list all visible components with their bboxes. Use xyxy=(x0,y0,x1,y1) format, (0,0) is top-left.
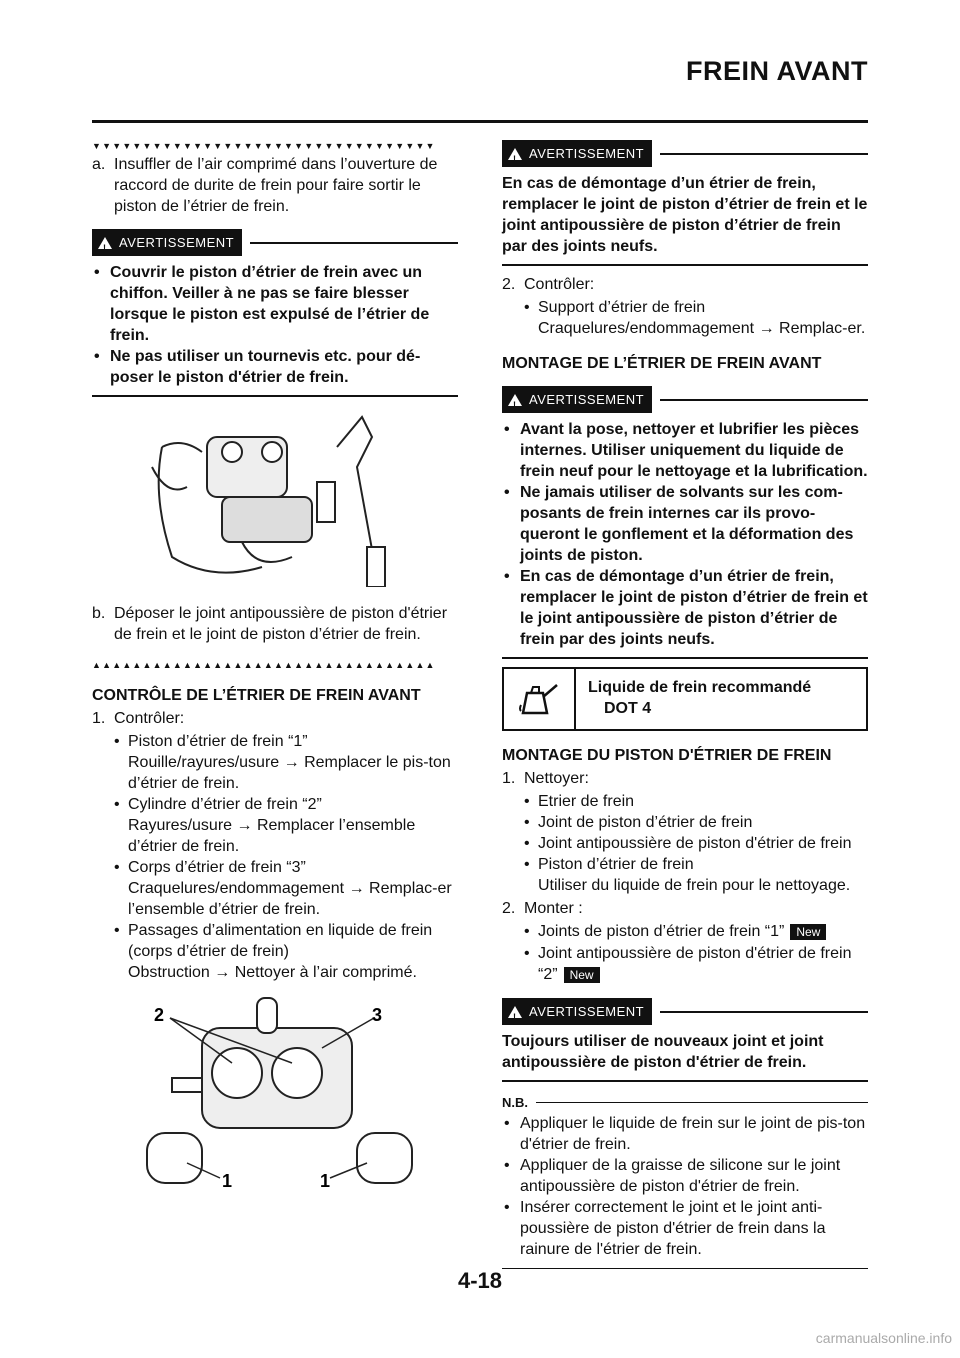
warning-block-2 xyxy=(502,140,868,266)
caliper-parts-illustration xyxy=(92,993,458,1193)
step-b-label: b. xyxy=(92,605,106,622)
spec-title: Liquide de frein recommandé xyxy=(588,679,812,696)
check-item: • Cylindre d’étrier de frein “2” xyxy=(92,794,458,815)
step-b-text: Déposer le joint antipoussière de piston d'étrier de frein et le joint de piston d’étrier de frein. xyxy=(114,605,448,643)
install-item-text: Joint antipoussière de piston d'étrier de frein “2” xyxy=(538,945,852,983)
check-step-text: Contrôler: xyxy=(114,710,185,727)
section2-title: MONTAGE DE L’ÉTRIER DE FREIN AVANT xyxy=(502,355,822,372)
nb-header xyxy=(502,1092,868,1113)
warning-rule xyxy=(660,153,868,155)
warning-label: AVERTISSEMENT xyxy=(119,235,235,250)
warning-end-rule xyxy=(502,264,868,266)
check-step-label: 1. xyxy=(92,710,106,727)
warning-icon xyxy=(508,394,522,406)
warning-rule xyxy=(660,399,868,401)
section-title: CONTRÔLE DE L’ÉTRIER DE FREIN AVANT xyxy=(92,687,421,704)
install-step xyxy=(502,898,868,919)
nb-item: • Insérer correctement le joint et le joint anti-poussière de piston d'étrier de frein dans la rainure de l'étrier de frein. xyxy=(502,1197,868,1260)
warning-end-rule xyxy=(502,1080,868,1082)
watermark: carmanualsonline.info xyxy=(815,1330,952,1346)
clean-note: Utiliser du liquide de frein pour le nettoyage. xyxy=(538,877,851,894)
right-column xyxy=(502,140,868,1269)
brake-fluid-spec-box xyxy=(502,667,868,731)
check-step xyxy=(92,708,458,729)
warning-item: • Ne pas utiliser un tournevis etc. pour dé-poser le piston d'étrier de frein. xyxy=(92,346,458,388)
callout-1a: 1 xyxy=(222,1171,233,1191)
check-item-detail: Obstruction → Nettoyer à l’air comprimé. xyxy=(128,964,417,981)
warning-text: Toujours utiliser de nouveaux joint et joint antipoussière de piston d'étrier de frein. xyxy=(502,1033,824,1071)
spec-value: DOT 4 xyxy=(604,700,652,717)
clean-step-text: Nettoyer: xyxy=(524,770,589,787)
triangles-down-row: ▼▼▼▼▼▼▼▼▼▼▼▼▼▼▼▼▼▼▼▼▼▼▼▼▼▼▼▼▼▼▼▼▼▼ xyxy=(92,141,436,151)
warning-text: En cas de démontage d’un étrier de frein, remplacer le joint de piston d’étrier de frein et le joint antipoussière de piston d’étrier de frein par des joints neufs. xyxy=(502,175,868,255)
clean-item: • Piston d’étrier de frein xyxy=(502,854,868,875)
check2-step-text: Contrôler: xyxy=(524,276,595,293)
step-a-label: a. xyxy=(92,156,106,173)
warning-label: AVERTISSEMENT xyxy=(529,392,645,407)
caliper-removal-figure xyxy=(92,407,458,593)
caliper-parts-figure xyxy=(92,993,458,1199)
warning-label: AVERTISSEMENT xyxy=(529,146,645,161)
warning-icon xyxy=(508,1006,522,1018)
warning-item: • Avant la pose, nettoyer et lubrifier les pièces internes. Utiliser uniquement du liquide de frein neuf pour le nettoyage et la lubrification. xyxy=(502,419,868,482)
install-item xyxy=(502,943,868,986)
warning-rule xyxy=(660,1011,868,1013)
warning-badge xyxy=(502,386,652,413)
step-b xyxy=(92,603,458,645)
install-step-text: Monter : xyxy=(524,900,583,917)
check-item-detail: Craquelures/endommagement → Remplac-er l’ensemble d’étrier de frein. xyxy=(128,880,452,918)
triangles-up-row: ▲▲▲▲▲▲▲▲▲▲▲▲▲▲▲▲▲▲▲▲▲▲▲▲▲▲▲▲▲▲▲▲▲▲ xyxy=(92,660,436,670)
clean-item: • Joint antipoussière de piston d'étrier de frein xyxy=(502,833,868,854)
warning-block-3 xyxy=(502,386,868,659)
warning-end-rule xyxy=(502,657,868,659)
nb-rule xyxy=(536,1102,868,1103)
clean-step-label: 1. xyxy=(502,770,516,787)
caliper-air-illustration xyxy=(92,407,458,587)
page-number: 4-18 xyxy=(457,1268,503,1293)
warning-badge xyxy=(502,140,652,167)
check-item-detail: Rayures/usure → Remplacer l’ensemble d’étrier de frein. xyxy=(128,817,416,855)
step-a xyxy=(92,154,458,217)
check2-item-detail: Craquelures/endommagement → Remplac-er. xyxy=(538,320,866,337)
callout-2: 2 xyxy=(154,1005,165,1025)
clean-item: • Joint de piston d’étrier de frein xyxy=(502,812,868,833)
install-item-text: Joints de piston d’étrier de frein “1” xyxy=(538,923,785,940)
clean-item: • Etrier de frein xyxy=(502,791,868,812)
check-item: • Corps d’étrier de frein “3” xyxy=(92,857,458,878)
step-a-text: Insuffler de l’air comprimé dans l’ouverture de raccord de durite de frein pour faire sortir le piston de l’étrier de frein. xyxy=(114,156,438,215)
install-item xyxy=(502,921,868,943)
warning-block-1 xyxy=(92,229,458,397)
nb-item: • Appliquer de la graisse de silicone sur le joint antipoussière de piston d'étrier de frein. xyxy=(502,1155,868,1197)
warning-badge xyxy=(502,998,652,1025)
warning-item: • Ne jamais utiliser de solvants sur les com-posants de frein internes car ils provo-queront le gonflement et la déformation des joints de piston. xyxy=(502,482,868,566)
new-badge: New xyxy=(790,924,826,940)
clean-step xyxy=(502,768,868,789)
warning-icon xyxy=(98,237,112,249)
nb-label: N.B. xyxy=(502,1095,528,1110)
check2-step-label: 2. xyxy=(502,276,516,293)
section3-title: MONTAGE DU PISTON D'ÉTRIER DE FREIN xyxy=(502,747,832,764)
warning-label: AVERTISSEMENT xyxy=(529,1004,645,1019)
check-item: • Passages d’alimentation en liquide de frein (corps d’étrier de frein) xyxy=(92,920,458,962)
check-item: • Piston d’étrier de frein “1” xyxy=(92,731,458,752)
check2-step xyxy=(502,274,868,295)
warning-item: • Couvrir le piston d’étrier de frein avec un chiffon. Veiller à ne pas se faire blesser lorsque le piston est expulsé de l’étrier de frein. xyxy=(92,262,458,346)
warning-icon xyxy=(508,148,522,160)
check-item-detail: Rouille/rayures/usure → Remplacer le pis-ton d’étrier de frein. xyxy=(128,754,451,792)
page-title: FREIN AVANT xyxy=(686,56,868,86)
callout-3: 3 xyxy=(372,1005,383,1025)
check2-item: • Support d’étrier de frein xyxy=(502,297,868,318)
warning-end-rule xyxy=(92,395,458,397)
warning-block-4 xyxy=(502,998,868,1082)
warning-rule xyxy=(250,242,458,244)
header-rule xyxy=(92,120,868,123)
warning-badge xyxy=(92,229,242,256)
new-badge: New xyxy=(564,967,600,983)
nb-item: • Appliquer le liquide de frein sur le joint de pis-ton d'étrier de frein. xyxy=(502,1113,868,1155)
warning-item: • En cas de démontage d’un étrier de frein, remplacer le joint de piston d’étrier de frein et le joint antipoussière de piston d’étrier de frein par des joints neufs. xyxy=(502,566,868,650)
oil-can-icon xyxy=(504,669,576,729)
left-column xyxy=(92,140,458,1209)
callout-1b: 1 xyxy=(320,1171,331,1191)
install-step-label: 2. xyxy=(502,900,516,917)
